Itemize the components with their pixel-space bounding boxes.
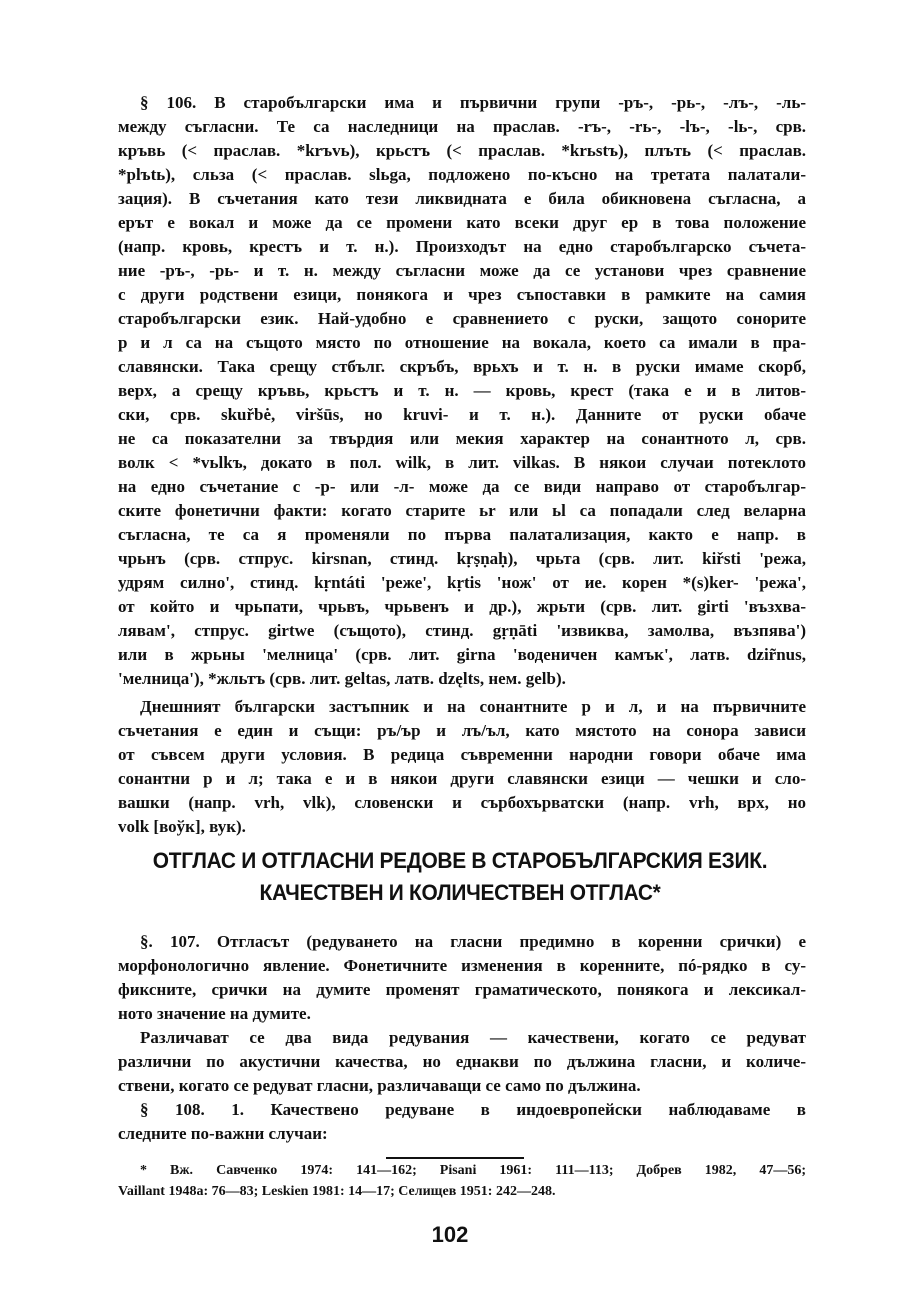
text-line: кръвь (< праслав. *krъvь), крьстъ (< праслав. *krьstъ), плъть (< праслав. (118, 141, 806, 160)
section-106-paragraph (118, 91, 806, 691)
text-line: старобългарски език. Най-удобно е сравнението с руски, защото сонорите (118, 309, 806, 328)
text-line: чрьнъ (срв. стпрус. kirsnan, стинд. kṛṣṇaḥ), чрьта (срв. лит. kiřsti 'режа, (118, 549, 806, 568)
text-line: удрям силно', стинд. kṛntáti 'реже', kṛtis 'нож' от ие. корен *(s)ker- 'режа', (118, 573, 806, 592)
text-line: волк < *vьlkъ, докато в пол. wilk, в лит. vilkas. В някои случаи потеклото (118, 453, 806, 472)
section-heading (99, 845, 821, 909)
text-line: * Вж. Савченко 1974: 141—162; Pisani 1961: 111—113; Добрев 1982, 47—56; (140, 1163, 806, 1178)
text-line: вашки (напр. vrh, vlk), словенски и сърбохърватски (напр. vrh, врх, но (118, 793, 806, 812)
text-line: ски, срв. skuřbė, viršūs, но kruvi- и т. н.). Данните от руски обаче (118, 405, 806, 424)
text-line: славянски. Така срещу стбълг. скръбъ, врьхъ и т. н. в руски имаме скорб, (118, 357, 806, 376)
text-line: *plъtь), сльза (< праслав. slьga, подложено по-късно на третата палатали- (118, 165, 806, 184)
text-line: § 108. 1. Качествено редуване в индоевропейски наблюдаваме в (140, 1100, 806, 1119)
text-line: морфонологично явление. Фонетичните изменения в коренните, пó-рядко в су- (118, 956, 806, 975)
text-line: § 106. В старобългарски има и първични групи -ръ-, -рь-, -лъ-, -ль- (140, 93, 806, 112)
text-line: volk [воўк], вук). (118, 817, 246, 836)
text-line: ното значение на думите. (118, 1004, 311, 1023)
text-line: зация). В съчетания като тези ликвидната е била обикновена съгласна, а (118, 189, 806, 208)
text-line: лявам', стпрус. girtwe (същото), стинд. gṛṇāti 'извиква, замолва, възпява') (118, 621, 806, 640)
footnote (118, 1160, 806, 1202)
text-line: на едно съчетание с -р- или -л- може да се види направо от старобългар- (118, 477, 806, 496)
sonant-reflex-paragraph (118, 695, 806, 839)
text-line: следните по-важни случаи: (118, 1124, 328, 1143)
text-line: Днешният български застъпник и на сонантните р и л, и на първичните (140, 697, 806, 716)
text-line: не са показателни за твърдия или мекия характер на сонантното л, срв. (118, 429, 806, 448)
text-line: ерът е вокал и може да се промени като всеки друг ер в това положение (118, 213, 806, 232)
text-line: сонантни р и л; така е и в някои други славянски езици — чешки и сло- (118, 769, 806, 788)
heading-line-2: КАЧЕСТВЕН И КОЛИЧЕСТВЕН ОТГЛАС* (259, 880, 661, 905)
text-line: от който и чрьпати, чрьвъ, чрьвенъ и др.), жрьти (срв. лит. girti 'възхва- (118, 597, 806, 616)
text-line: Различават се два вида редувания — качествени, когато се редуват (140, 1028, 806, 1047)
text-line: р и л са на същото място по отношение на вокала, което са имали в пра- (118, 333, 806, 352)
footnote-rule (386, 1157, 524, 1159)
text-line: от съвсем други условия. В редица съвременни народни говори обаче има (118, 745, 806, 764)
text-line: верх, а срещу кръвь, крьстъ и т. н. — кровь, крест (така е и в литов- (118, 381, 806, 400)
text-line: 'мелница'), *жльтъ (срв. лит. geltas, латв. dzęlts, нем. gelb). (118, 669, 566, 688)
text-line: различни по акустични качества, но еднакви по дължина гласни, и количе- (118, 1052, 806, 1071)
text-line: ствени, когато се редуват гласни, различаващи се само по дължина. (118, 1076, 641, 1095)
text-line: съчетания е един и същи: ръ/ър и лъ/ъл, като мястото на сонора зависи (118, 721, 806, 740)
text-line: съгласна, те са я променяли по първа палатализация, както е напр. в (118, 525, 806, 544)
page-number: 102 (431, 1222, 469, 1247)
text-line: фиксните, срички на думите променят граматическото, понякога и лексикал- (118, 980, 806, 999)
text-line: или в жрьны 'мелница' (срв. лит. girna 'воденичен камък', латв. dzir̃nus, (118, 645, 806, 664)
text-line: между съгласни. Те са наследници на праслав. -rъ-, -rь-, -lъ-, -lь-, срв. (118, 117, 806, 136)
text-line: Vaillant 1948a: 76—83; Leskien 1981: 14—17; Селищев 1951: 242—248. (118, 1184, 556, 1199)
text-line: ските фонетични факти: когато старите ьr или ьl са попадали след веларна (118, 501, 806, 520)
text-line: ние -ръ-, -рь- и т. н. между съгласни може да се установи чрез сравнение (118, 261, 806, 280)
text-line: с други родствени езици, понякога и чрез съпоставки в рамките на самия (118, 285, 806, 304)
text-line: (напр. кровь, крестъ и т. н.). Произходът на едно старобългарско съчета- (118, 237, 806, 256)
section-107-paragraph (118, 930, 806, 1146)
heading-line-1: ОТГЛАС И ОТГЛАСНИ РЕДОВЕ В СТАРОБЪЛГАРСКИЯ ЕЗИК. (152, 848, 768, 873)
text-line: §. 107. Отгласът (редуването на гласни предимно в коренни срички) е (140, 932, 806, 951)
